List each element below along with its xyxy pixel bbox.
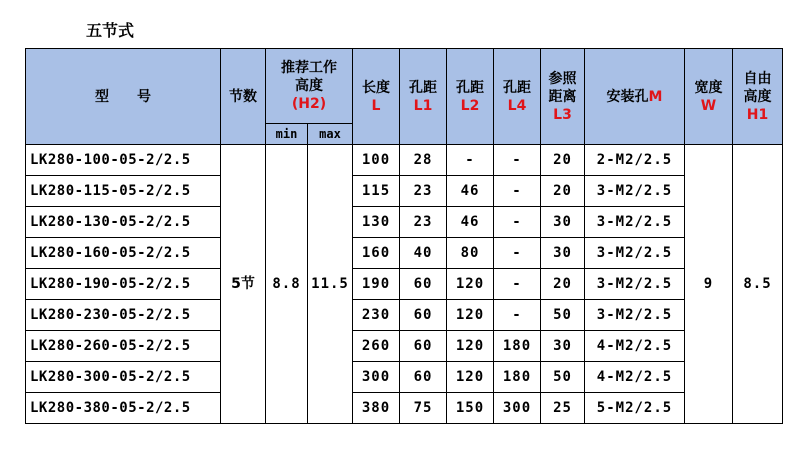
table-row — [26, 176, 783, 207]
table-row — [26, 393, 783, 424]
cell-length: 100 — [353, 145, 400, 176]
cell-model: LK280-230-05-2/2.5 — [26, 300, 221, 331]
header-free-line2: 高度 — [743, 88, 772, 105]
header-working-height-line2: 高度 — [295, 78, 323, 94]
cell-mount: 3-M2/2.5 — [585, 207, 685, 238]
header-width-label: 宽度 — [694, 79, 723, 96]
cell-l1: 28 — [400, 145, 447, 176]
cell-mount: 4-M2/2.5 — [585, 362, 685, 393]
cell-l1: 75 — [400, 393, 447, 424]
cell-model: LK280-115-05-2/2.5 — [26, 176, 221, 207]
header-working-height-line1: 推荐工作 — [281, 60, 337, 76]
header-hole-l2 — [447, 49, 494, 145]
header-working-height — [266, 49, 353, 124]
cell-model: LK280-300-05-2/2.5 — [26, 362, 221, 393]
cell-model: LK280-260-05-2/2.5 — [26, 331, 221, 362]
cell-max: 11.5 — [308, 145, 353, 424]
cell-l1: 23 — [400, 176, 447, 207]
cell-min: 8.8 — [266, 145, 308, 424]
header-ref-distance — [541, 49, 585, 145]
header-free-line1: 自由 — [743, 70, 772, 87]
header-hole-l4-unit: L4 — [507, 97, 527, 114]
cell-l3: 20 — [541, 269, 585, 300]
header-mount-unit: M — [648, 88, 663, 105]
cell-l1: 60 — [400, 362, 447, 393]
cell-sections: 5节 — [221, 145, 266, 424]
header-width — [685, 49, 733, 145]
cell-l4: - — [494, 176, 541, 207]
cell-mount: 3-M2/2.5 — [585, 238, 685, 269]
table-row — [26, 362, 783, 393]
cell-l3: 30 — [541, 238, 585, 269]
header-length — [353, 49, 400, 145]
cell-length: 300 — [353, 362, 400, 393]
header-sections: 节数 — [221, 49, 266, 145]
cell-l3: 50 — [541, 300, 585, 331]
cell-l2: 46 — [447, 207, 494, 238]
cell-l3: 20 — [541, 176, 585, 207]
header-hole-l4 — [494, 49, 541, 145]
header-length-label: 长度 — [362, 79, 390, 96]
table-row — [26, 269, 783, 300]
spec-table — [25, 48, 783, 424]
cell-length: 190 — [353, 269, 400, 300]
header-ref-line2: 距离 — [548, 88, 577, 105]
cell-mount: 3-M2/2.5 — [585, 176, 685, 207]
header-mount-hole — [585, 49, 685, 145]
header-mount-label: 安装孔 — [606, 88, 649, 105]
cell-l4: 300 — [494, 393, 541, 424]
cell-mount: 3-M2/2.5 — [585, 269, 685, 300]
cell-l4: - — [494, 269, 541, 300]
cell-length: 130 — [353, 207, 400, 238]
cell-model: LK280-160-05-2/2.5 — [26, 238, 221, 269]
header-max: max — [308, 124, 353, 145]
header-hole-l2-label: 孔距 — [456, 79, 484, 96]
cell-l4: 180 — [494, 362, 541, 393]
cell-l3: 30 — [541, 331, 585, 362]
cell-length: 380 — [353, 393, 400, 424]
cell-l4: - — [494, 300, 541, 331]
header-ref-line1: 参照 — [548, 70, 577, 87]
cell-l2: 80 — [447, 238, 494, 269]
cell-l2: 120 — [447, 362, 494, 393]
table-row — [26, 238, 783, 269]
cell-length: 115 — [353, 176, 400, 207]
cell-model: LK280-100-05-2/2.5 — [26, 145, 221, 176]
cell-l4: 180 — [494, 331, 541, 362]
cell-l2: 46 — [447, 176, 494, 207]
cell-l1: 40 — [400, 238, 447, 269]
cell-free-height: 8.5 — [733, 145, 783, 424]
header-free-height — [733, 49, 783, 145]
cell-l2: 150 — [447, 393, 494, 424]
table-row — [26, 300, 783, 331]
cell-mount: 5-M2/2.5 — [585, 393, 685, 424]
cell-l1: 23 — [400, 207, 447, 238]
header-working-height-unit: (H2) — [291, 96, 327, 112]
header-hole-l1-label: 孔距 — [409, 79, 437, 96]
cell-l3: 25 — [541, 393, 585, 424]
table-row — [26, 207, 783, 238]
table-row — [26, 145, 783, 176]
cell-model: LK280-380-05-2/2.5 — [26, 393, 221, 424]
cell-l1: 60 — [400, 269, 447, 300]
header-length-unit: L — [371, 97, 381, 114]
cell-mount: 4-M2/2.5 — [585, 331, 685, 362]
header-width-unit: W — [700, 97, 717, 114]
header-hole-l1-unit: L1 — [413, 97, 433, 114]
cell-width: 9 — [685, 145, 733, 424]
header-ref-unit: L3 — [553, 106, 572, 123]
cell-l3: 30 — [541, 207, 585, 238]
cell-l3: 50 — [541, 362, 585, 393]
cell-l3: 20 — [541, 145, 585, 176]
page-title: 五节式 — [86, 21, 135, 40]
header-hole-l2-unit: L2 — [460, 97, 480, 114]
header-model: 型 号 — [26, 49, 221, 145]
cell-length: 230 — [353, 300, 400, 331]
cell-model: LK280-130-05-2/2.5 — [26, 207, 221, 238]
header-free-unit: H1 — [746, 106, 769, 123]
cell-l4: - — [494, 238, 541, 269]
cell-mount: 3-M2/2.5 — [585, 300, 685, 331]
cell-l4: - — [494, 145, 541, 176]
cell-l1: 60 — [400, 300, 447, 331]
cell-length: 260 — [353, 331, 400, 362]
header-hole-l4-label: 孔距 — [503, 79, 531, 96]
cell-l2: - — [447, 145, 494, 176]
cell-mount: 2-M2/2.5 — [585, 145, 685, 176]
cell-l1: 60 — [400, 331, 447, 362]
cell-length: 160 — [353, 238, 400, 269]
cell-l2: 120 — [447, 300, 494, 331]
header-min: min — [266, 124, 308, 145]
table-row — [26, 331, 783, 362]
cell-l2: 120 — [447, 331, 494, 362]
header-hole-l1 — [400, 49, 447, 145]
cell-model: LK280-190-05-2/2.5 — [26, 269, 221, 300]
cell-l2: 120 — [447, 269, 494, 300]
cell-l4: - — [494, 207, 541, 238]
